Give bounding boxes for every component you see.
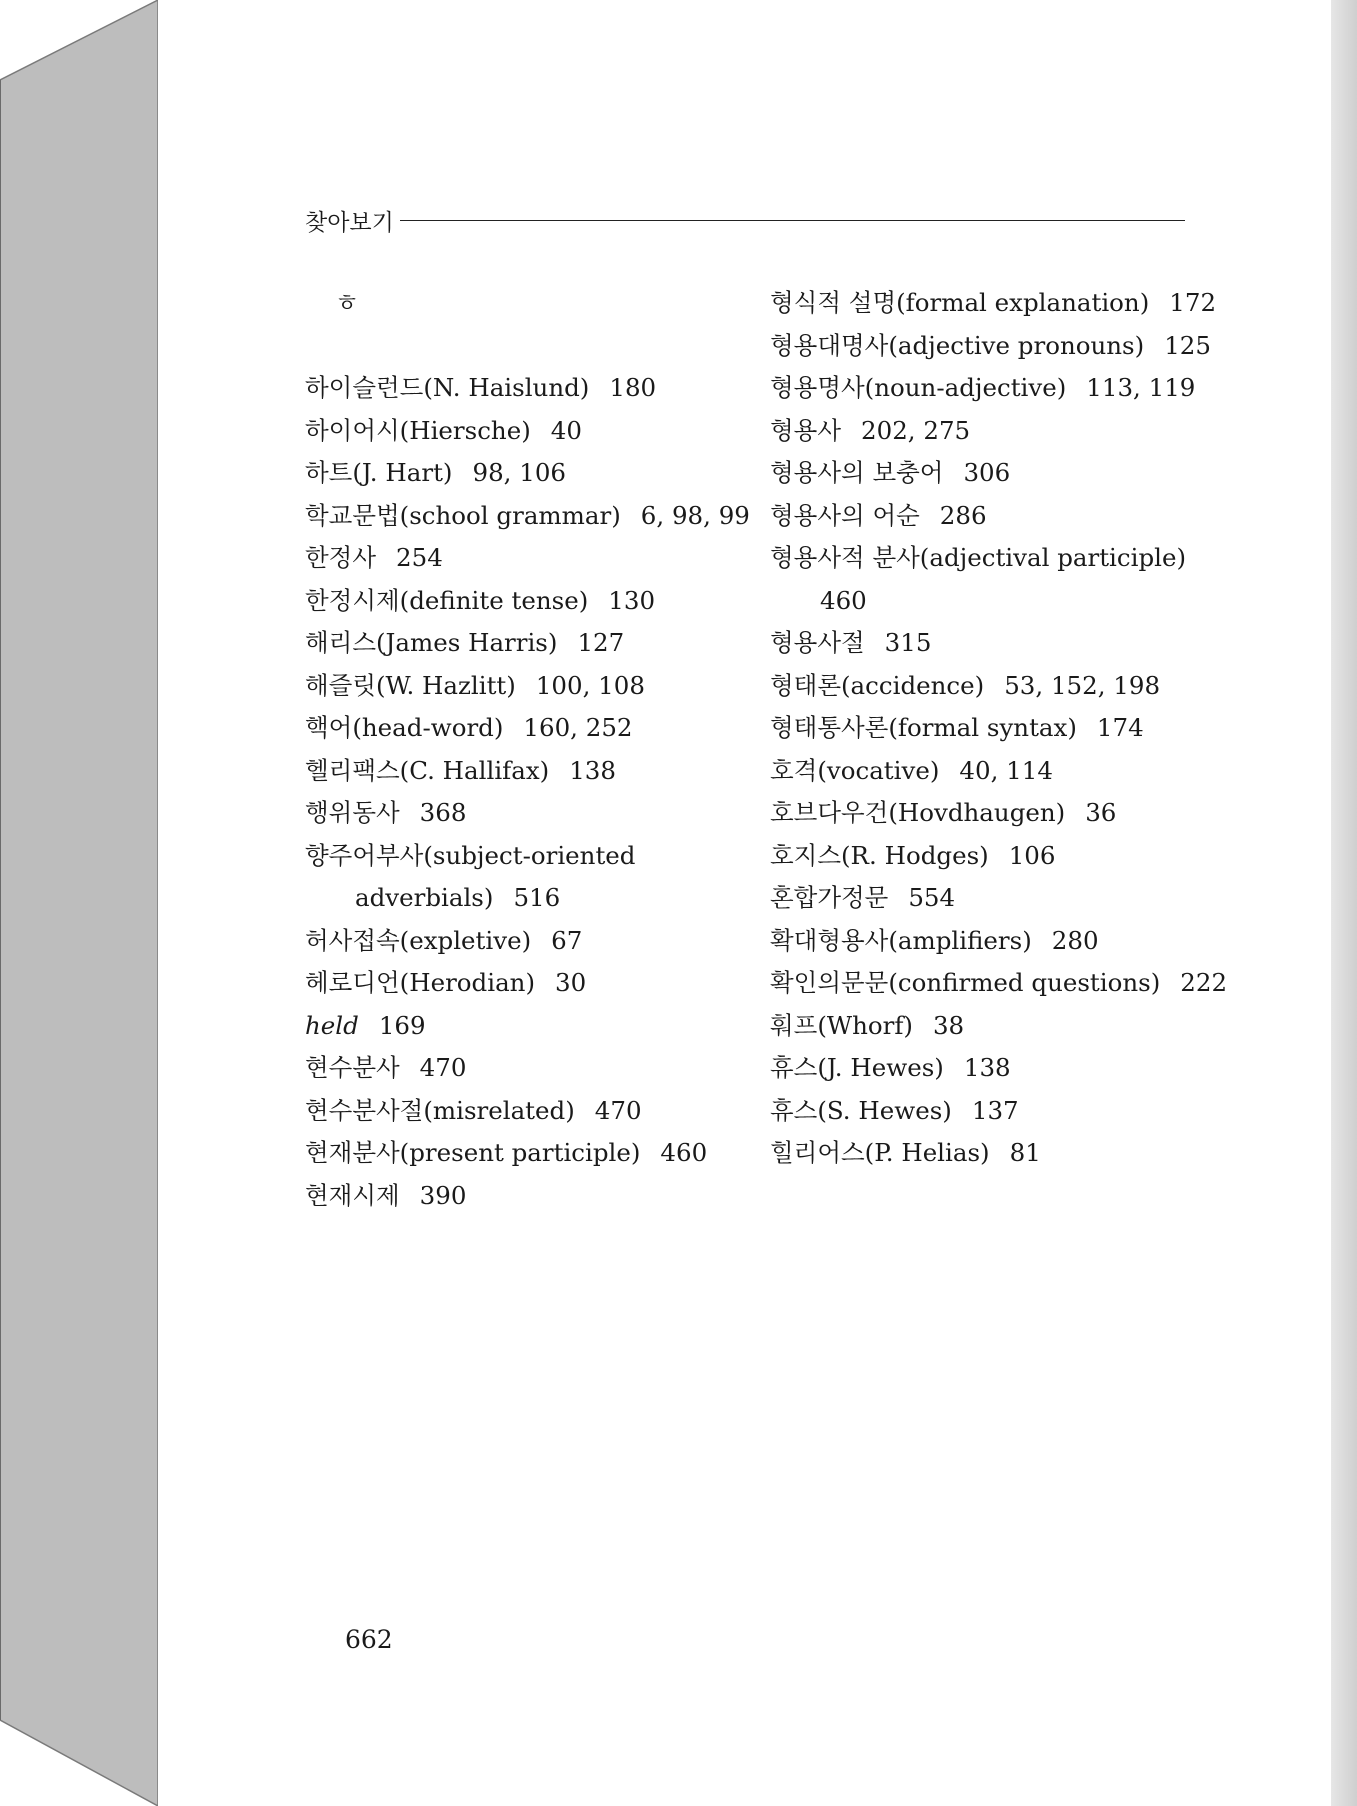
index-term: 형태통사론(formal syntax): [770, 713, 1077, 742]
index-term: 행위동사: [305, 798, 400, 827]
section-letter: ㅎ: [335, 288, 359, 317]
index-term: 해리스(James Harris): [305, 628, 558, 657]
index-pages: 169: [378, 1010, 426, 1040]
index-term: 호지스(R. Hodges): [770, 840, 989, 870]
index-term: 헬리팩스(C. Hallifax): [305, 755, 550, 785]
index-pages: 138: [569, 755, 616, 785]
index-entry: [305, 622, 745, 665]
index-entry: [305, 1047, 745, 1090]
index-entry: [770, 325, 1211, 368]
index-term: 핵어(head-word): [305, 713, 504, 742]
index-term: held: [305, 1010, 359, 1040]
index-pages: 98, 106: [472, 458, 566, 487]
index-entry: [305, 750, 745, 793]
index-entry: [770, 1005, 1200, 1048]
index-term: 형용사절: [770, 628, 865, 657]
index-pages: 160, 252: [523, 713, 633, 742]
index-pages: 113, 119: [1086, 373, 1196, 402]
page-edge: [1331, 0, 1357, 1806]
index-pages: 40: [550, 415, 582, 445]
index-pages: 53, 152, 198: [1004, 670, 1161, 700]
header-rule: [400, 220, 1185, 221]
index-entry: [770, 1047, 1200, 1090]
index-term: 호브다우건(Hovdhaugen): [770, 798, 1066, 827]
index-pages: 222: [1180, 968, 1228, 997]
index-pages: 125: [1164, 330, 1211, 360]
index-entry: [770, 1132, 1200, 1175]
index-entry: [305, 1132, 745, 1175]
index-term: 하이어시(Hiersche): [305, 415, 531, 445]
index-term: 학교문법(school grammar): [305, 500, 621, 530]
index-entry: [305, 580, 745, 623]
index-term: adverbials): [355, 883, 494, 912]
index-pages: 137: [971, 1095, 1019, 1125]
index-entry: [770, 580, 1200, 623]
index-entry: [770, 877, 1200, 920]
index-pages: 172: [1169, 288, 1217, 317]
index-term: 하트(J. Hart): [305, 458, 453, 487]
index-entry: [770, 282, 1217, 325]
index-pages: 138: [963, 1053, 1011, 1082]
index-entry: [770, 537, 1200, 580]
index-pages: 40, 114: [959, 755, 1053, 785]
index-entry: [305, 792, 745, 835]
index-term: 형용명사(noun-adjective): [770, 373, 1067, 402]
index-term: 향주어부사(subject-oriented: [305, 840, 636, 870]
index-entry: [770, 750, 1200, 793]
index-term: 확인의문문(confirmed questions): [770, 968, 1161, 997]
index-pages: 554: [908, 883, 956, 912]
index-pages: 30: [555, 968, 587, 997]
index-entry: [770, 367, 1200, 410]
index-entry: [770, 962, 1228, 1005]
index-pages: 306: [963, 458, 1011, 487]
index-entry: [770, 665, 1200, 708]
index-entry: [770, 410, 1200, 453]
index-term: 형용사적 분사(adjectival participle): [770, 543, 1187, 572]
index-term: 허사접속(expletive): [305, 925, 532, 955]
index-pages: 38: [932, 1010, 965, 1040]
index-pages: 202, 275: [861, 415, 971, 445]
index-term: 한정사: [305, 543, 377, 572]
index-pages: 106: [1008, 840, 1056, 870]
header-label: 찾아보기: [305, 209, 394, 236]
running-header: [305, 200, 1185, 240]
index-pages: 100, 108: [535, 670, 645, 700]
index-term: 현재분사(present participle): [305, 1138, 641, 1167]
index-term: 형용사의 어순: [770, 500, 920, 530]
page-number: 662: [345, 1625, 393, 1654]
index-pages: 67: [551, 925, 583, 955]
index-term: 혼합가정문: [770, 883, 889, 912]
index-term: 힐리어스(P. Helias): [770, 1138, 990, 1167]
index-entry: [770, 835, 1200, 878]
index-entry: [305, 1005, 745, 1048]
index-pages: 36: [1085, 798, 1117, 827]
index-pages: 130: [608, 585, 656, 615]
index-entry: [305, 707, 745, 750]
index-pages: 180: [609, 373, 657, 402]
index-term: 현수분사절(misrelated): [305, 1095, 575, 1125]
index-term: 형태론(accidence): [770, 670, 985, 700]
index-term: 호격(vocative): [770, 755, 940, 785]
index-term: 확대형용사(amplifiers): [770, 925, 1032, 955]
index-entry: [770, 622, 1200, 665]
index-term: 헤로디언(Herodian): [305, 968, 536, 997]
index-column-right: [770, 282, 1228, 1175]
index-entry: [305, 835, 745, 878]
index-entry: [770, 707, 1200, 750]
index-entry: [770, 792, 1200, 835]
index-term: 현수분사: [305, 1053, 400, 1082]
index-entry: [305, 1175, 745, 1218]
index-pages: 470: [419, 1053, 467, 1082]
index-term: 형식적 설명(formal explanation): [770, 288, 1150, 317]
index-term: 형용사: [770, 415, 842, 445]
index-pages: 174: [1096, 713, 1144, 742]
index-term: 하이슬런드(N. Haislund): [305, 373, 590, 402]
index-entry: [305, 962, 745, 1005]
index-entry: [305, 410, 745, 453]
index-entry: [305, 367, 745, 410]
index-entry: [305, 877, 745, 920]
index-pages: 286: [939, 500, 987, 530]
index-entry: [770, 1090, 1200, 1133]
index-pages: 81: [1009, 1138, 1041, 1167]
index-pages: 6, 98, 99: [640, 500, 750, 530]
index-term: 휴스(S. Hewes): [770, 1095, 952, 1125]
index-pages: 460: [820, 585, 867, 615]
index-pages: 460: [660, 1138, 708, 1167]
index-term: 형용대명사(adjective pronouns): [770, 330, 1145, 360]
index-term: 현재시제: [305, 1180, 400, 1210]
index-entry: [305, 537, 745, 580]
index-entry: [770, 452, 1200, 495]
index-entry: [305, 1090, 745, 1133]
index-pages: 470: [594, 1095, 642, 1125]
index-pages: 516: [513, 883, 561, 912]
index-pages: 280: [1051, 925, 1099, 955]
index-entry: [305, 920, 745, 963]
index-term: 휴스(J. Hewes): [770, 1053, 944, 1082]
index-term: 형용사의 보충어: [770, 458, 944, 487]
index-pages: 390: [419, 1180, 467, 1210]
index-entry: [305, 495, 750, 538]
index-term: 한정시제(definite tense): [305, 585, 589, 615]
index-pages: 254: [396, 543, 443, 572]
index-column-left: [305, 282, 750, 1217]
index-entry: [305, 665, 745, 708]
index-term: 훠프(Whorf): [770, 1010, 913, 1040]
index-entry: [770, 495, 1200, 538]
index-pages: 315: [884, 628, 932, 657]
index-pages: 127: [577, 628, 625, 657]
index-entry: [770, 920, 1200, 963]
index-pages: 368: [419, 798, 467, 827]
index-entry: [305, 452, 745, 495]
index-term: 해즐릿(W. Hazlitt): [305, 670, 516, 700]
